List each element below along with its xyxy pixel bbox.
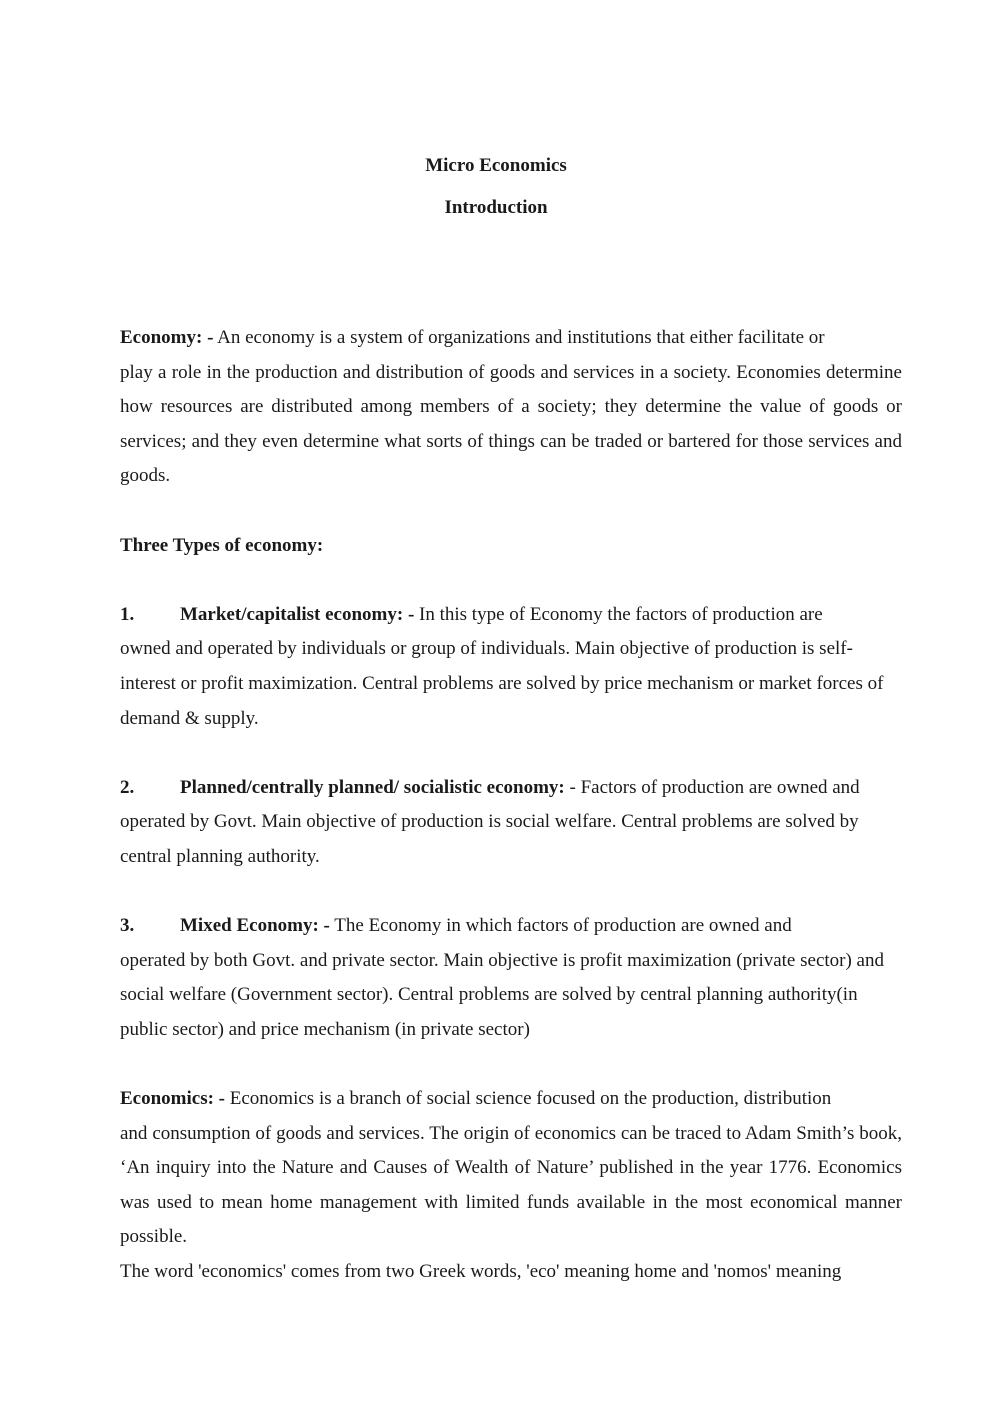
type-1-line1: In this type of Economy the factors of production are <box>414 603 823 625</box>
economics-paragraph-first-line <box>120 1082 902 1117</box>
type-2-first-line <box>120 771 902 806</box>
type-2-line1: - Factors of production are owned and <box>564 776 860 798</box>
document-title: Micro Economics <box>425 155 567 176</box>
type-1-term: Market/capitalist economy: - <box>180 603 415 625</box>
economy-line1: An economy is a system of organizations and institutions that either facilitate or <box>213 327 825 348</box>
types-heading: Three Types of economy: <box>120 534 324 556</box>
type-3-number: 3. <box>120 915 135 937</box>
economics-paragraph: and consumption of goods and services. The origin of economics can be traced to Adam Smith’s book, ‘An inquiry into the Nature and Causes of Wealth of Nature’ published in the year 1776. Economics was used to mean home management with limited funds available in the most economical manner possible. <box>120 1122 902 1248</box>
type-3-term: Mixed Economy: - <box>180 915 330 937</box>
type-3-paragraph: operated by both Govt. and private sector. Main objective is profit maximization (private sector) and social welfare (Government sector). Central problems are solved by central planning authority(in public sector) and price mechanism (in private sector) <box>120 949 884 1040</box>
type-3-line1: The Economy in which factors of production are owned and <box>329 915 792 937</box>
economics-line1: Economics is a branch of social science focused on the production, distribution <box>225 1088 832 1110</box>
type-1-paragraph: owned and operated by individuals or group of individuals. Main objective of production is self-interest or profit maximization. Central problems are solved by price mechanism or market forces of demand & supply. <box>120 638 884 729</box>
type-2-paragraph: operated by Govt. Main objective of production is social welfare. Central problems are solved by central planning authority. <box>120 811 859 867</box>
economy-paragraph-first-line <box>120 321 902 356</box>
document-subtitle: Introduction <box>444 197 548 218</box>
word-origin-paragraph: The word 'economics' comes from two Greek words, 'eco' meaning home and 'nomos' meaning <box>120 1261 842 1283</box>
document-body <box>120 321 902 1290</box>
economy-paragraph: play a role in the production and distribution of goods and services in a society. Economies determine how resources are distributed among members of a society; they determine the value of goods or services; and they even determine what sorts of things can be traded or bartered for those services and goods. <box>120 361 902 487</box>
type-2-number: 2. <box>120 776 135 798</box>
type-3-first-line <box>120 909 902 944</box>
type-2-term: Planned/centrally planned/ socialistic economy: <box>180 776 565 798</box>
economics-term: Economics: - <box>120 1088 226 1110</box>
type-1-number: 1. <box>120 603 135 625</box>
economy-term: Economy: - <box>120 327 214 348</box>
type-1-first-line <box>120 598 902 633</box>
